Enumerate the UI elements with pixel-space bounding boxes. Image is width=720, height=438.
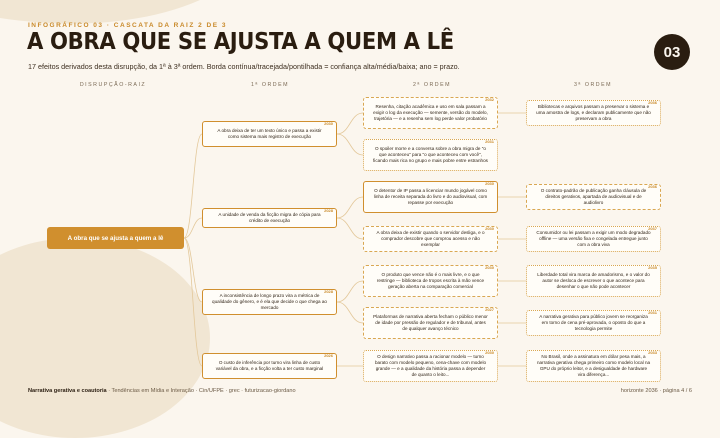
link-root-first-1 <box>184 134 202 238</box>
node-year: 2026 <box>324 353 333 358</box>
footer-credits <box>28 388 296 394</box>
node-text: Plataformas de narrativa aberta fecham o público menor de idade por pressão de regulador e de tribunal, antes de qualquer avanço técnico <box>373 314 488 331</box>
footer-page-number: horizonte 2036 · página 4 / 6 <box>620 388 692 394</box>
node-year: 2030 <box>485 181 494 186</box>
node-text: Liberdade total vira marca de amadorismo, e o valor do autor se desloca de escrever o que acontece para desenhar o que não pode acontecer <box>537 272 650 289</box>
node-year: 2033 <box>648 350 657 355</box>
second-order-node <box>363 265 498 297</box>
node-year: 2030 <box>485 226 494 231</box>
node-year: 2028 <box>324 208 333 213</box>
node-year: 2031 <box>648 310 657 315</box>
third-order-node <box>526 226 661 252</box>
root-disruption-node: A obra que se ajusta a quem a lê <box>47 227 184 249</box>
node-year: 2035 <box>648 265 657 270</box>
link-root-first-4 <box>184 238 202 366</box>
node-year: 2028 <box>324 289 333 294</box>
node-text: O custo de inferência por turno vira linha de custo variável da obra, e a ficção volta a ter custo marginal <box>215 360 324 371</box>
page-title: A OBRA QUE SE AJUSTA A QUEM A LÊ <box>27 29 454 55</box>
node-year: 2036 <box>648 100 657 105</box>
node-text: O contrato-padrão de publicação ganha cláusula de direitos gerativos, apartada de audiovisual e de audiolivro <box>540 188 647 205</box>
third-order-node <box>526 350 661 382</box>
node-text: Bibliotecas e arquivos passam a preservar o sistema e uma amostra de logs, e declaram publicamente que não preservam a obra <box>536 104 651 121</box>
node-text: A inconsistência de longo prazo vira a métrica de qualidade do gênero, e é ela que decide o que chega ao mercado <box>212 293 327 310</box>
node-year: 2030 <box>485 350 494 355</box>
page-badge: 03 <box>654 34 690 70</box>
third-order-node <box>526 310 661 336</box>
column-header-first-order: 1ª ORDEM <box>250 82 290 88</box>
first-order-node <box>202 121 337 147</box>
link-first3-second6 <box>337 302 363 323</box>
node-year: 2031 <box>485 139 494 144</box>
column-header-root: DISRUPÇÃO-RAIZ <box>79 82 147 88</box>
column-header-second-order: 2ª ORDEM <box>412 82 452 88</box>
footer-source: · Tendências em Mídia e Interação · Cin/UFPE · grec · futurizacao-giordano <box>106 388 296 394</box>
first-order-node <box>202 208 337 228</box>
node-text: O spoiler morre e a conversa sobre a obra migra de "o que aconteceu" para "o que aconteceu com você", ficando mais rica no grupo e mais pobre entre estranhos <box>373 146 488 163</box>
second-order-node <box>363 181 498 213</box>
first-order-node <box>202 353 337 379</box>
link-root-first-3 <box>184 238 202 302</box>
page-subtitle: 17 efeitos derivados desta disrupção, da 1ª à 3ª ordem. Borda contínua/tracejada/pontilhada = confiança alta/média/baixa; ano = prazo. <box>28 62 460 71</box>
second-order-node <box>363 97 498 129</box>
node-year: 2030 <box>485 265 494 270</box>
kicker: INFOGRÁFICO 03 · CASCATA DA RAIZ 2 DE 3 <box>28 22 227 29</box>
link-first1-second1 <box>337 113 363 134</box>
node-year: 2030 <box>324 121 333 126</box>
link-first1-second2 <box>337 134 363 155</box>
node-year: 2037 <box>648 226 657 231</box>
node-text: Resenha, citação acadêmica e uso em sala passam a exigir o log da execução — semente, versão do modelo, trajetória — e a resenha sem log perde valor probatório <box>373 104 488 121</box>
node-text: A narrativa gerativa para público jovem se reorganiza em torno de cena pré-aprovada, o oposto do que a tecnologia permite <box>539 314 648 331</box>
third-order-node <box>526 265 661 297</box>
node-year: 2032 <box>485 97 494 102</box>
node-text: O detentor de IP passa a licenciar mundo jogável como linha de receita separada do livro e do audiovisual, com repasse por execução <box>373 188 488 205</box>
node-text: A unidade de venda da ficção migra de cópia para crédito de execução <box>218 212 321 223</box>
third-order-node <box>526 184 661 210</box>
link-first2-second3 <box>337 197 363 218</box>
node-text: O design narrativo passa a racionar modelo — turno barato com modelo pequeno, cena-chave com modelo grande — e a qualidade da história passa a depender de quanto o leito... <box>374 354 487 377</box>
second-order-node <box>363 226 498 252</box>
node-text: A obra deixa de ter um texto único e passa a existir como sistema mais registro de execução <box>217 128 322 139</box>
link-first3-second5 <box>337 281 363 302</box>
second-order-node <box>363 350 498 382</box>
second-order-node <box>363 307 498 339</box>
node-text: O produto que vence não é o mais livre, e o que restringe — biblioteca de tropos escrita à mão vence geração aberta na comparação comercial <box>376 272 485 289</box>
second-order-node <box>363 139 498 171</box>
column-header-third-order: 3ª ORDEM <box>573 82 613 88</box>
third-order-node <box>526 100 661 126</box>
link-first2-second4 <box>337 218 363 239</box>
node-text: No Brasil, onde a assinatura em dólar pesa mais, a narrativa gerativa chega primeiro como modelo local na GPU do próprio leitor, e a desigualdade de hardware vira diferença... <box>536 354 651 377</box>
node-year: 2027 <box>485 307 494 312</box>
first-order-node <box>202 289 337 315</box>
node-text: A obra deixa de existir quando o servidor desliga, e o comprador descobre que comprou acesso e não exemplar <box>376 230 485 247</box>
node-year: 2036 <box>648 184 657 189</box>
footer-brand: Narrativa gerativa e coautoria <box>28 388 107 394</box>
node-text: Consumidor ou lei passam a exigir um modo degradado offline — uma versão fixa e congelada entregue junto com a obra viva <box>536 230 651 247</box>
